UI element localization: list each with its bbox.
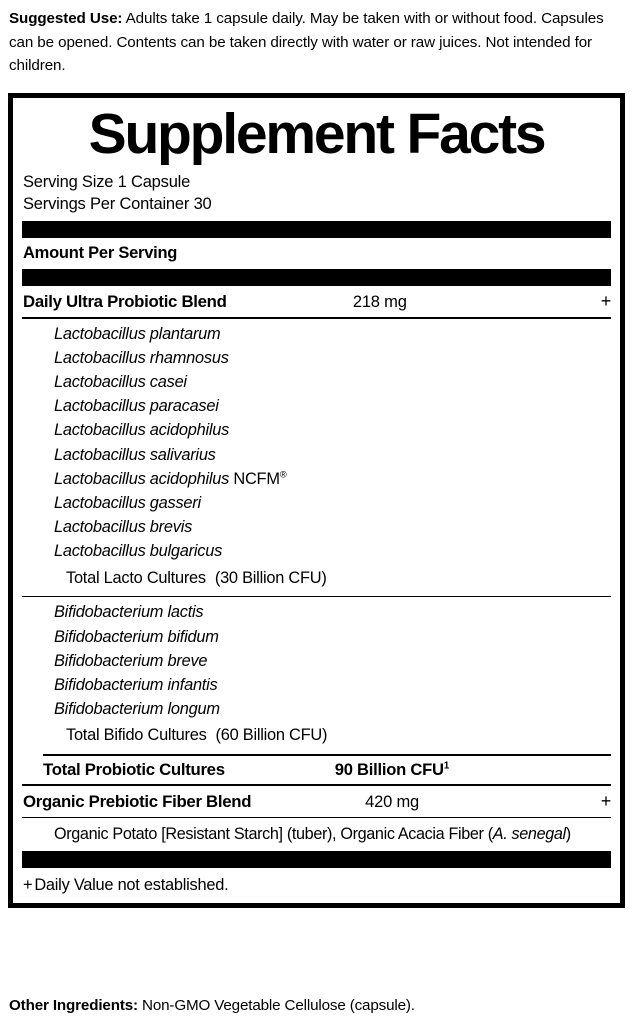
strain-ncfm-binomial: Lactobacillus acidophilus xyxy=(54,469,230,488)
blend-row-probiotic xyxy=(22,286,611,317)
strain-ncfm-designation xyxy=(229,470,286,488)
supplement-facts-panel xyxy=(8,93,625,908)
bifido-strain-list xyxy=(22,597,611,753)
total-probiotic-row xyxy=(43,756,611,784)
footnote-text: Daily Value not established. xyxy=(34,876,229,895)
strain-item: Bifidobacterium lactis xyxy=(54,603,204,622)
strain-item: Bifidobacterium breve xyxy=(54,651,208,670)
divider-bar-bottom xyxy=(22,851,611,868)
divider-bar-second xyxy=(22,269,611,286)
blend-name-fiber: Organic Prebiotic Fiber Blend xyxy=(23,791,252,811)
lacto-strain-list xyxy=(22,319,611,596)
servings-per-container: Servings Per Container 30 xyxy=(23,195,212,213)
strain-ncfm-text: NCFM xyxy=(229,469,280,488)
total-probiotic-value xyxy=(225,760,611,780)
footnote-marker: 1 xyxy=(443,760,450,772)
bifido-total-value: (60 Billion CFU) xyxy=(215,726,328,745)
suggested-use-label: Suggested Use: xyxy=(9,10,123,27)
other-ingredients-label: Other Ingredients: xyxy=(9,997,138,1014)
strain-item-ncfm xyxy=(54,467,611,491)
total-probiotic-value-text: 90 Billion CFU xyxy=(334,759,444,779)
lacto-total-value: (30 Billion CFU) xyxy=(214,568,327,587)
fiber-detail-species: A. senegal xyxy=(492,825,566,844)
strain-item: Bifidobacterium longum xyxy=(54,700,220,719)
suggested-use-block xyxy=(0,0,634,78)
blend-amount-probiotic: 218 mg xyxy=(352,293,407,311)
suggested-use-text: Adults take 1 capsule daily. May be taken with or without food. Capsules can be opened. Contents can be taken directly with water or raw juices. Not intended for children. xyxy=(9,10,604,74)
other-ingredients-block xyxy=(9,996,415,1016)
blend-dv-fiber: + xyxy=(600,790,611,811)
strain-item: Bifidobacterium infantis xyxy=(54,676,218,695)
blend-name-probiotic: Daily Ultra Probiotic Blend xyxy=(23,292,227,311)
strain-item: Lactobacillus acidophilus xyxy=(54,421,230,440)
strain-item: Lactobacillus rhamnosus xyxy=(54,348,229,367)
strain-item: Lactobacillus brevis xyxy=(54,518,193,537)
bifido-total-label: Total Bifido Cultures xyxy=(66,726,207,745)
bifido-total-row xyxy=(66,721,611,750)
total-probiotic-label: Total Probiotic Cultures xyxy=(43,759,225,779)
fiber-detail-part2: ) xyxy=(565,825,571,844)
strain-item: Lactobacillus bulgaricus xyxy=(54,542,223,561)
strain-item: Lactobacillus gasseri xyxy=(54,494,201,513)
strain-item: Lactobacillus salivarius xyxy=(54,445,216,464)
registered-trademark-icon: ® xyxy=(279,469,287,481)
other-ingredients-text: Non-GMO Vegetable Cellulose (capsule). xyxy=(137,997,415,1014)
daily-value-footnote xyxy=(22,868,611,903)
strain-item: Lactobacillus casei xyxy=(54,373,187,391)
strain-item: Lactobacillus paracasei xyxy=(54,397,219,416)
supplement-facts-inner xyxy=(13,98,620,903)
strain-item: Bifidobacterium bifidum xyxy=(54,627,219,646)
blend-amount-fiber: 420 mg xyxy=(365,792,419,811)
panel-title: Supplement Facts xyxy=(88,102,545,166)
serving-size: Serving Size 1 Capsule xyxy=(23,173,191,191)
blend-dv-probiotic: + xyxy=(600,291,611,311)
divider-bar-top xyxy=(22,221,611,238)
fiber-detail-part1: Organic Potato [Resistant Starch] (tuber), Organic Acacia Fiber ( xyxy=(54,825,493,844)
strain-item: Lactobacillus plantarum xyxy=(54,324,221,343)
lacto-total-label: Total Lacto Cultures xyxy=(66,568,206,587)
amount-per-serving-heading: Amount Per Serving xyxy=(23,244,178,262)
footnote-plus-symbol: + xyxy=(23,876,33,895)
blend-row-fiber xyxy=(22,786,611,817)
lacto-total-row xyxy=(66,564,611,593)
serving-info xyxy=(22,169,611,221)
fiber-ingredient-detail xyxy=(54,818,611,851)
